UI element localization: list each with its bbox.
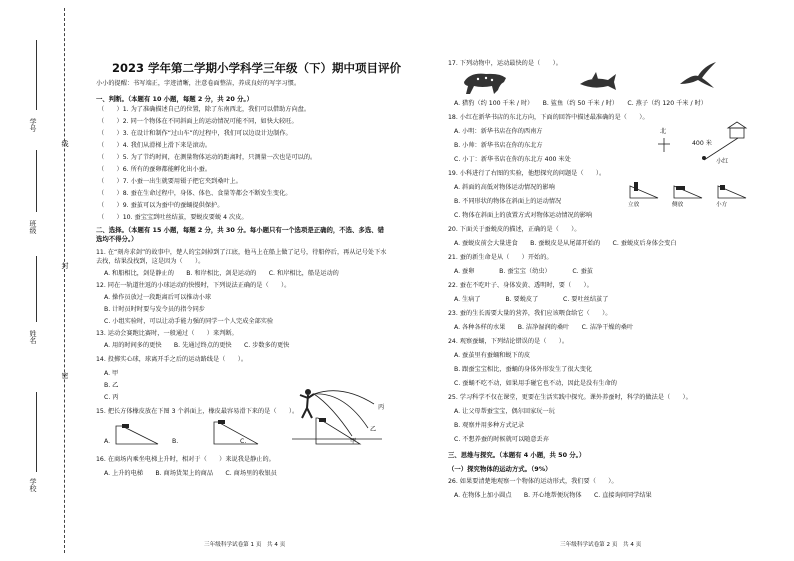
option-line: A. 上升的电梯 B. 商场货架上的商品 C. 商场里的收银员 <box>104 470 277 477</box>
trajectory-label: 甲 <box>350 438 357 445</box>
question-line: 17. 下列动物中，运动最快的是（ ）。 <box>448 60 562 67</box>
option-line: A. 用的时间多的更快 B. 先通过终点的更快 C. 步数多的更快 <box>104 342 290 349</box>
ramp-label: 小方 <box>716 202 728 208</box>
school-field[interactable] <box>36 392 37 472</box>
trajectory-label: 乙 <box>370 426 377 433</box>
question-line: 14. 投掷实心球，球离开手之后的运动路线是（ ）。 <box>96 356 248 363</box>
option-line: A. 操作员放过一段距离后可以推动小球 <box>104 294 212 301</box>
name-label: 姓名 <box>29 330 37 344</box>
seal-char: 封 <box>61 262 69 269</box>
page-footer-right: 三年级科学试卷第 2 页 共 4 页 <box>560 542 642 548</box>
class-label: 班级 <box>29 220 37 234</box>
option-line: B. 跟蚕宝宝相比，蚕蛹的身体外形发生了很大变化 <box>454 366 593 373</box>
slope-c-figure <box>316 418 362 446</box>
shark-icon <box>578 70 618 96</box>
question-line: （ ）5. 为了节约时间，在测量物体运动的距离时，只测量一次也是可以的。 <box>98 154 317 161</box>
question-line: 18. 小红在新华书店的东北方向，下面的回答中描述最准确的是（ ）。 <box>448 114 649 121</box>
swallow-icon <box>678 60 718 90</box>
question-line: 21. 蚕的新生命是从（ ）开始的。 <box>448 254 553 261</box>
trajectory-label: 丙 <box>378 404 385 411</box>
option-line: B. 乙 <box>104 382 119 389</box>
option-line: A. 在物体上加小圆点 B. 开心地帮便玩物体 C. 直接询问同学结果 <box>454 492 652 499</box>
option-line: C. 不想养蚕的时候就可以随意丢弃 <box>454 436 549 443</box>
ramp-label: 立放 <box>628 202 640 208</box>
page-footer-left: 三年级科学试卷第 1 页 共 4 页 <box>204 542 286 548</box>
question-line: 24. 观察蚕蛹，下列结论错误的是（ ）。 <box>448 338 569 345</box>
question-line: （ ）2. 同一个物体在不同斜面上的运动情况可能不同，如快大较旺。 <box>98 118 298 125</box>
school-label: 学校 <box>29 478 37 492</box>
leopard-icon <box>460 68 510 96</box>
section-heading: 三、思维与探究。（本题有 4 小题，共 50 分。） <box>448 451 586 459</box>
ramp-experiment <box>628 178 752 204</box>
slope-a-figure <box>116 422 160 446</box>
tip: 小小的提醒：书写端正，字迹清晰，注意卷面整洁，养成良好的写字习惯。 <box>96 80 301 87</box>
option-line: A. 小明：新华书店在你的西南方 <box>454 128 543 135</box>
question-line: （ ）9. 蚕茧可以为蚕中的蚕蛹提供保护。 <box>98 202 224 209</box>
question-line: 11. 在“刻舟求剑”的故事中，楚人的宝剑掉到了江底，他马上在船上做了记号，待船停后，再从记号处下水去找，结果没找到，这是因为（ ）。 <box>96 249 387 265</box>
seal-char: 密 <box>61 372 69 379</box>
option-line: A. 斜面的高低对物体运动情况的影响 <box>454 184 555 191</box>
question-line: （ ）1. 为了准确描述自己的位置，除了东南西北，我们可以借助方向盘。 <box>98 106 311 113</box>
class-field[interactable] <box>36 150 37 212</box>
question-line: 13. 运动会赛跑比赛时，一般通过（ ）来判断。 <box>96 330 238 337</box>
option-line: B. 观察并用多种方式记录 <box>454 422 525 429</box>
sub-heading: （一）探究物体的运动方式。（9%） <box>448 465 552 473</box>
option-line: C. 丙 <box>104 394 119 401</box>
option-line: A. B. C. <box>104 438 247 445</box>
slope-b-figure <box>214 420 260 446</box>
map-distance-label: 400 米 <box>692 140 712 147</box>
question-line: （ ）10. 蚕宝宝到吐丝结茧，要蜕皮要蜕 4 次皮。 <box>98 214 248 221</box>
seal-line <box>64 8 65 553</box>
option-line: A. 各种各样的水果 B. 洁净湿润的桑叶 C. 洁净干燥的桑叶 <box>454 324 634 331</box>
section-heading: 一、判断。（本题有 10 小题，每题 2 分，共 20 分。） <box>96 95 253 103</box>
seat-label: 学号 <box>29 118 37 132</box>
option-line: C. 小丁：新华书店在你的东北方 400 米处 <box>454 156 571 163</box>
seat-field[interactable] <box>36 40 37 110</box>
option-line: A. 蚕卵 B. 蚕宝宝（幼虫） C. 蚕茧 <box>454 268 593 275</box>
question-line: （ ）7. 小蚕一出生就要用镊子把它夹到桑叶上。 <box>98 178 242 185</box>
option-line: C. 小组实验时，可以让动手能力强的同学一个人完成全部实验 <box>104 318 274 325</box>
option-line: A. 蚕茧里有蚕蛹和蜕下的皮 <box>454 352 531 359</box>
question-line: 15. 把长方体橡皮放在下图 3 个斜面上，橡皮最容易滑下来的是（ ）。 <box>96 408 299 415</box>
question-line: （ ）3. 在设计和制作“过山车”的过程中，我们可以边设计边制作。 <box>98 130 292 137</box>
option-line: A. 蚕蜕皮前会大量进食 B. 蚕蜕皮是从尾部开始的 C. 蚕蜕皮后身体会变白 <box>454 240 677 247</box>
seal-char: 线 <box>61 140 69 147</box>
option-line: A. 生病了 B. 要蜕皮了 C. 要吐丝结茧了 <box>454 296 609 303</box>
option-line: A. 甲 <box>104 370 119 377</box>
section-heading: 二、选择。（本题有 15 小题，每题 2 分，共 30 分。每小题只有一个选项是正确的，不选、多选、错选均不得分。） <box>96 226 385 243</box>
option-line: C. 蚕蛹不吃不动，如果用手碰它也不动，因此是没有生命的 <box>454 380 617 387</box>
question-line: 22. 蚕在不吃叶子、身体发黄、透明时，要（ ）。 <box>448 282 593 289</box>
option-line: B. 不同形状的物体在斜面上的运动情况 <box>454 198 562 205</box>
question-line: 20. 下面关于蚕蜕皮的描述，正确的是（ ）。 <box>448 226 581 233</box>
question-line: 26. 如果要清楚地观察一个物体的运动形式，我们要（ ）。 <box>448 478 618 485</box>
ramp-label: 侧放 <box>672 202 684 208</box>
question-line: （ ）8. 蚕在生命过程中，身体、体色、食量等都会不断发生变化。 <box>98 190 292 197</box>
option-line: A. 猎豹（约 100 千米 / 时） B. 鲨鱼（约 50 千米 / 时） C. 燕子（约 120 千米 / 时） <box>454 100 707 107</box>
question-line: （ ）6. 所有的蚕卵都能孵化出小蚕。 <box>98 166 212 173</box>
option-line: C. 物体在斜面上的放置方式对物体运动情况的影响 <box>454 212 593 219</box>
question-line: 12. 同在一轨道往返的小球运动的快慢时，下列说法正确的是（ ）。 <box>96 282 291 289</box>
option-line: B. 小帅：新华书店在你的东北方 <box>454 142 543 149</box>
question-line: 19. 小科进行了右图的实验，他想探究的问题是（ ）。 <box>448 170 606 177</box>
option-line: A. 让父母帮蚕宝宝，偶尔回家玩一玩 <box>454 408 555 415</box>
option-line: A. 和船相比，剑是静止的 B. 和岸相比，剑是运动的 C. 和岸相比，船是运动的 <box>104 270 339 277</box>
question-line: （ ）4. 我们从滑梯上滑下来是滚动。 <box>98 142 212 149</box>
page-title: 2023 学年第二学期小学科学三年级（下）期中项目评价 <box>112 61 402 75</box>
map-north-label: 北 <box>660 128 667 135</box>
question-line: 23. 蚕的生长需要大量的营养，我们应该喂食给它（ ）。 <box>448 310 612 317</box>
name-field[interactable] <box>36 256 37 322</box>
question-line: 25. 学习科学不仅在课堂，更要在生活实践中探究。课外养蚕时，科学的做法是（ ）。 <box>448 394 692 401</box>
map-person-label: 小红 <box>716 158 729 165</box>
question-line: 16. 在商场内乘坐电梯上升时，相对于（ ）来说我是静止的。 <box>96 456 275 463</box>
option-line: B. 计时员时时要与发令员的指令同步 <box>104 306 205 313</box>
